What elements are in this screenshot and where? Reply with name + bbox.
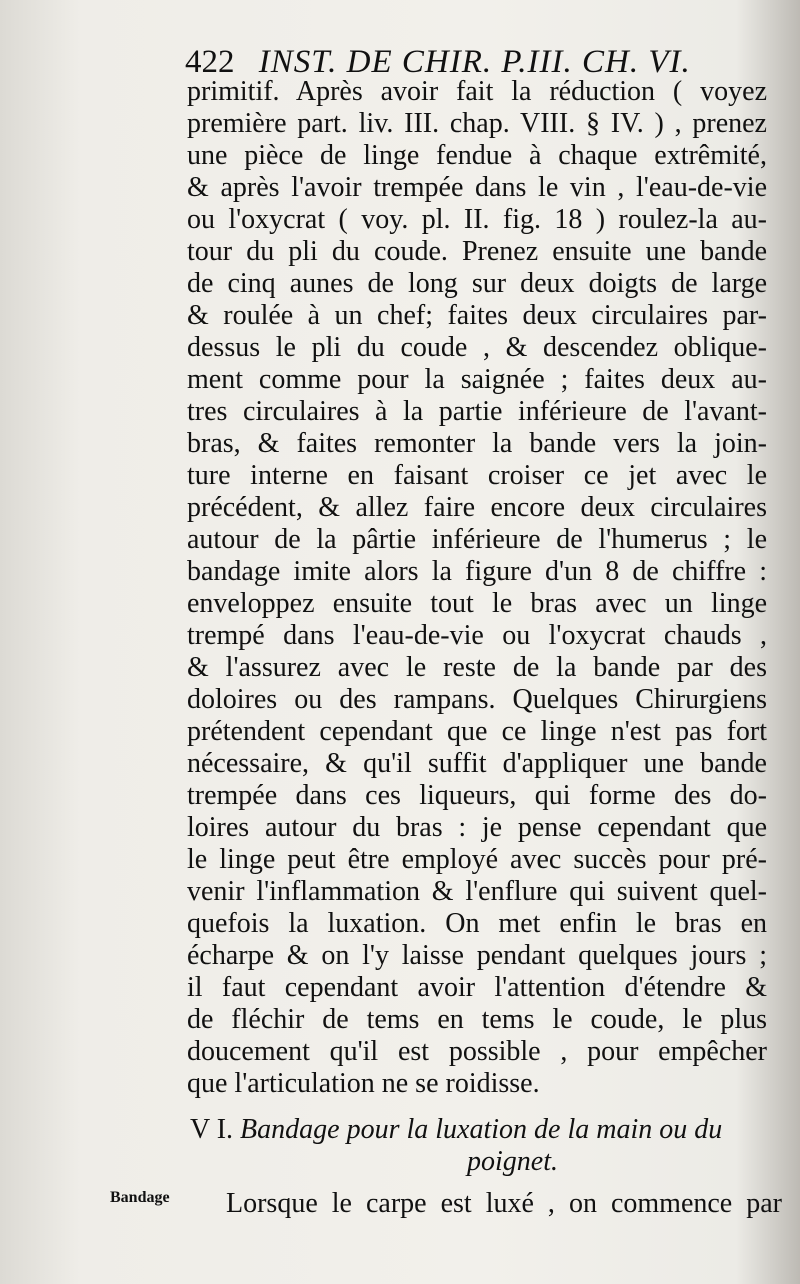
text-line: écharpe & on l'y laisse pendant quelques jours ; — [187, 940, 767, 971]
text-line: & après l'avoir trempée dans le vin , l'eau-de-vie — [187, 172, 767, 203]
final-text-line: Lorsque le carpe est luxé , on commence par — [226, 1188, 782, 1219]
text-line: nécessaire, & qu'il suffit d'appliquer une bande — [187, 748, 767, 779]
text-line: tres circulaires à la partie inférieure de l'avant- — [187, 396, 767, 427]
text-line: & roulée à un chef; faites deux circulaires par- — [187, 300, 767, 331]
text-line: prétendent cependant que ce linge n'est pas fort — [187, 716, 767, 747]
text-line: enveloppez ensuite tout le bras avec un linge — [187, 588, 767, 619]
section-title-line-1: Bandage pour la luxation de la main ou du — [240, 1114, 723, 1145]
text-line: & l'assurez avec le reste de la bande par des — [187, 652, 767, 683]
section-heading — [190, 1114, 775, 1178]
section-number: V I. — [190, 1114, 234, 1145]
text-line: trempée dans ces liqueurs, qui forme des do- — [187, 780, 767, 811]
text-line: ment comme pour la saignée ; faites deux au- — [187, 364, 767, 395]
text-line: de fléchir de tems en tems le coude, le plus — [187, 1004, 767, 1035]
text-line: venir l'inflammation & l'enflure qui suivent quel- — [187, 876, 767, 907]
text-line: dessus le pli du coude , & descendez oblique- — [187, 332, 767, 363]
text-line: ture interne en faisant croiser ce jet avec le — [187, 460, 767, 491]
text-line: précédent, & allez faire encore deux circulaires — [187, 492, 767, 523]
text-line: une pièce de linge fendue à chaque extrêmité, — [187, 140, 767, 171]
text-line: le linge peut être employé avec succès pour pré- — [187, 844, 767, 875]
section-title-line-2: poignet. — [467, 1146, 558, 1177]
text-line: de cinq aunes de long sur deux doigts de large — [187, 268, 767, 299]
text-line: première part. liv. III. chap. VIII. § IV. ) , prenez — [187, 108, 767, 139]
text-line: doloires ou des rampans. Quelques Chirurgiens — [187, 684, 767, 715]
text-line: quefois la luxation. On met enfin le bras en — [187, 908, 767, 939]
text-line: loires autour du bras : je pense cependant que — [187, 812, 767, 843]
body-text — [187, 76, 767, 1100]
text-line: bandage imite alors la figure d'un 8 de chiffre : — [187, 556, 767, 587]
text-line: ou l'oxycrat ( voy. pl. II. fig. 18 ) roulez-la au- — [187, 204, 767, 235]
text-line: que l'articulation ne se roidisse. — [187, 1068, 540, 1099]
margin-note: Bandage — [110, 1189, 170, 1206]
text-line: autour de la pârtie inférieure de l'humerus ; le — [187, 524, 767, 555]
running-title: INST. DE CHIR. P.III. CH. VI. — [258, 44, 691, 80]
page-number: 422 — [185, 44, 235, 80]
text-line: tour du pli du coude. Prenez ensuite une bande — [187, 236, 767, 267]
text-line: primitif. Après avoir fait la réduction ( voyez — [187, 76, 767, 107]
text-line: il faut cependant avoir l'attention d'étendre & — [187, 972, 767, 1003]
text-line: trempé dans l'eau-de-vie ou l'oxycrat chauds , — [187, 620, 767, 651]
text-line: doucement qu'il est possible , pour empêcher — [187, 1036, 767, 1067]
text-line: bras, & faites remonter la bande vers la join- — [187, 428, 767, 459]
